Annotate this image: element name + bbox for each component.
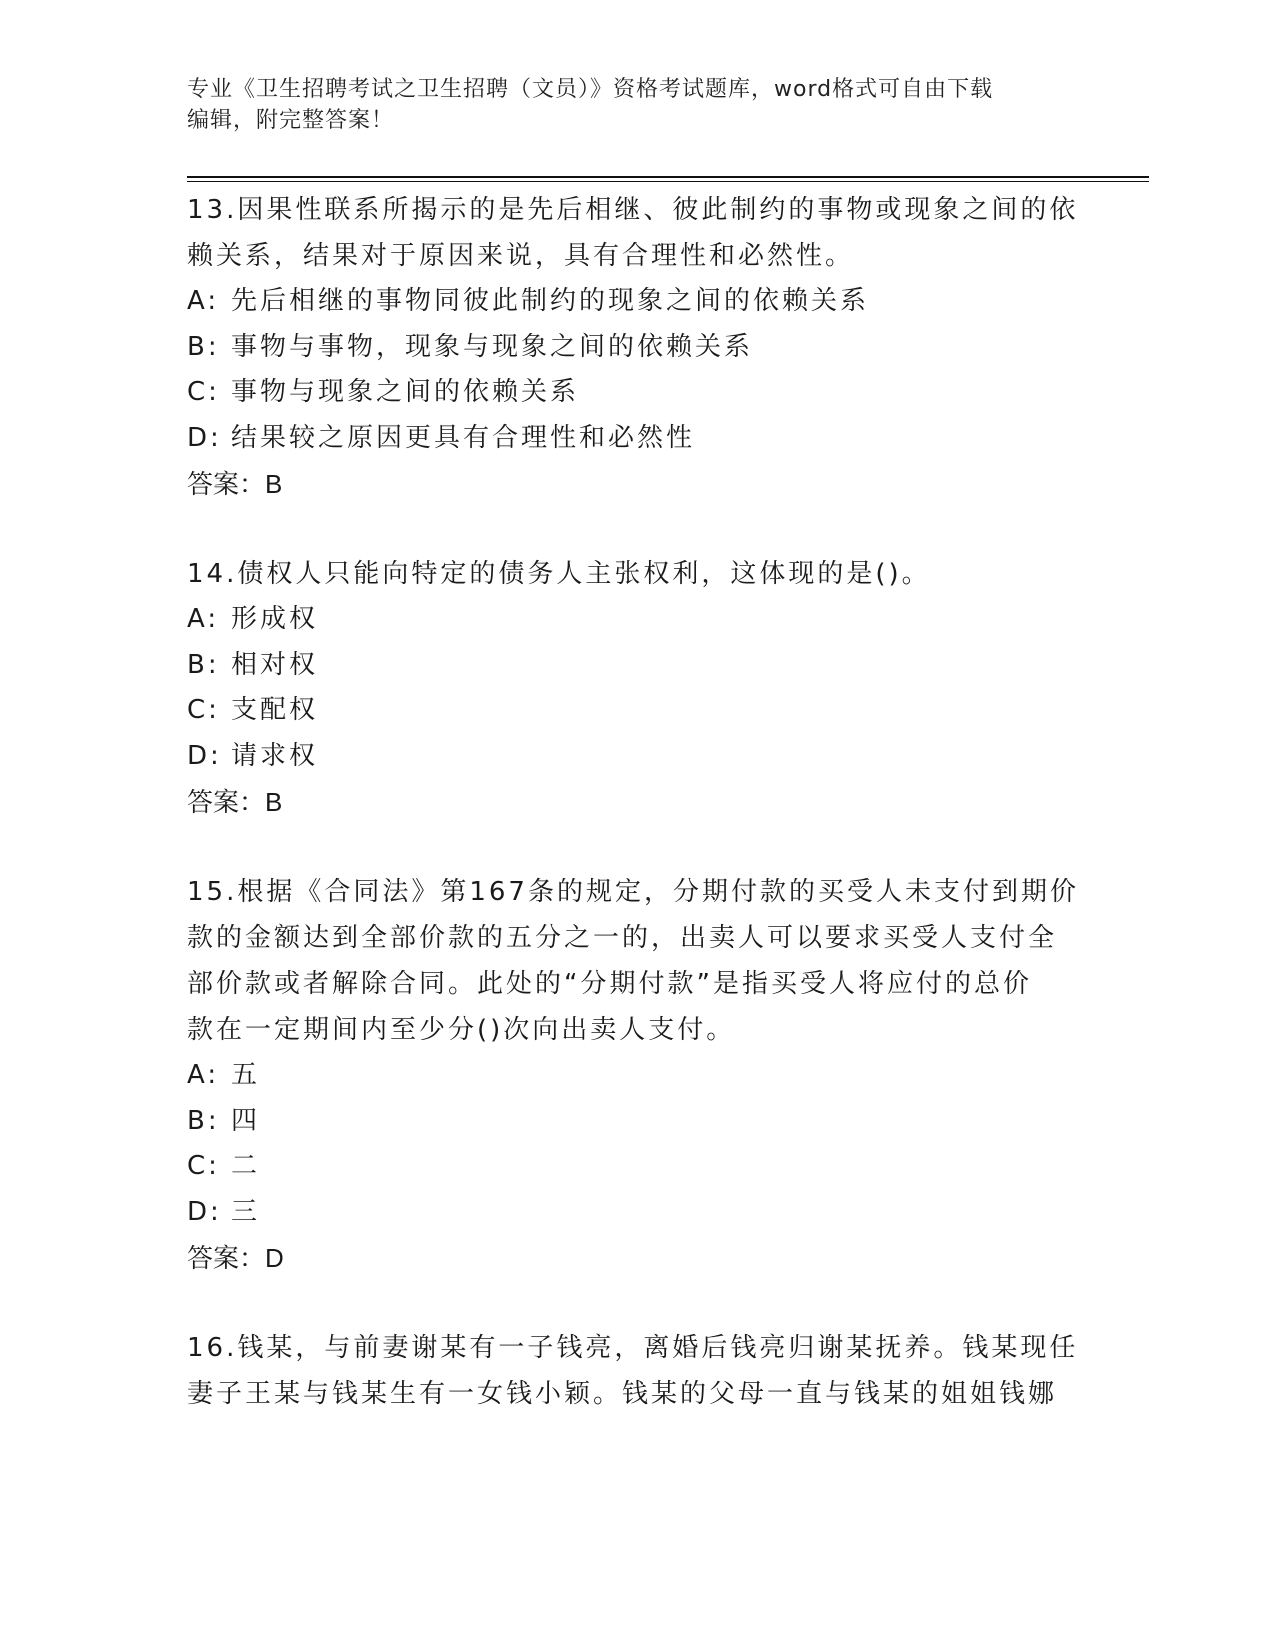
header-divider-thin — [187, 181, 1149, 182]
spacer — [187, 507, 1087, 551]
question-text-line: 妻子王某与钱某生有一女钱小颖。钱某的父母一直与钱某的姐姐钱娜 — [187, 1379, 1058, 1409]
spacer — [187, 825, 1087, 869]
question-text-line: 13.因果性联系所揭示的是先后相继、彼此制约的事物或现象之间的依 — [187, 195, 1079, 225]
option-text: 事物与现象之间的依赖关系 — [231, 377, 580, 407]
question-16 — [187, 1325, 1087, 1417]
option-letter: D: — [187, 422, 222, 453]
question-text-line: 赖关系，结果对于原因来说，具有合理性和必然性。 — [187, 241, 855, 271]
option-c — [187, 1144, 1087, 1190]
option-letter: B: — [187, 649, 220, 680]
option-a — [187, 279, 1087, 325]
option-d — [187, 1190, 1087, 1236]
option-d — [187, 734, 1087, 780]
question-14 — [187, 551, 1087, 825]
option-text: 结果较之原因更具有合理性和必然性 — [231, 422, 696, 453]
option-text: 四 — [231, 1105, 261, 1136]
option-text: 先后相继的事物同彼此制约的现象之间的依赖关系 — [231, 286, 870, 316]
option-text: 三 — [231, 1196, 261, 1227]
option-c — [187, 370, 1087, 416]
option-letter: C: — [187, 695, 220, 725]
document-header — [187, 74, 1067, 136]
header-line-2: 编辑，附完整答案！ — [187, 108, 395, 133]
header-divider-thick — [187, 176, 1149, 178]
option-letter: C: — [187, 377, 220, 407]
option-letter: D: — [187, 740, 222, 771]
answer-line: 答案：D — [187, 1243, 284, 1273]
option-text: 支配权 — [231, 695, 319, 725]
option-b — [187, 325, 1087, 371]
question-text-line: 款在一定期间内至少分()次向出卖人支付。 — [187, 1015, 736, 1045]
option-text: 请求权 — [231, 740, 319, 771]
option-text: 五 — [231, 1060, 261, 1090]
option-letter: B: — [187, 331, 220, 362]
question-text-line: 14.债权人只能向特定的债务人主张权利，这体现的是()。 — [187, 559, 931, 589]
option-a — [187, 1053, 1087, 1099]
question-list — [187, 187, 1087, 1417]
question-text-line: 款的金额达到全部价款的五分之一的，出卖人可以要求买受人支付全 — [187, 923, 1058, 953]
option-b — [187, 1099, 1087, 1145]
option-letter: A: — [187, 604, 220, 634]
header-line-1: 专业《卫生招聘考试之卫生招聘（文员）》资格考试题库，word格式可自由下载 — [187, 77, 994, 102]
question-15 — [187, 869, 1087, 1281]
option-text: 事物与事物，现象与现象之间的依赖关系 — [231, 331, 754, 362]
option-letter: B: — [187, 1105, 220, 1136]
answer-line: 答案：B — [187, 469, 283, 499]
option-letter: A: — [187, 286, 220, 316]
option-a — [187, 597, 1087, 643]
option-letter: C: — [187, 1151, 220, 1181]
answer-line: 答案：B — [187, 787, 283, 817]
option-text: 形成权 — [231, 604, 319, 634]
question-text-line: 16.钱某，与前妻谢某有一子钱亮，离婚后钱亮归谢某抚养。钱某现任 — [187, 1333, 1079, 1363]
option-text: 二 — [231, 1151, 261, 1181]
option-text: 相对权 — [231, 649, 319, 680]
spacer — [187, 1281, 1087, 1325]
option-letter: A: — [187, 1060, 220, 1090]
option-c — [187, 688, 1087, 734]
question-text-line: 15.根据《合同法》第167条的规定，分期付款的买受人未支付到期价 — [187, 877, 1079, 907]
question-13 — [187, 187, 1087, 507]
option-d — [187, 416, 1087, 462]
option-b — [187, 643, 1087, 689]
question-text-line: 部价款或者解除合同。此处的“分期付款”是指买受人将应付的总价 — [187, 969, 1032, 999]
option-letter: D: — [187, 1196, 222, 1227]
